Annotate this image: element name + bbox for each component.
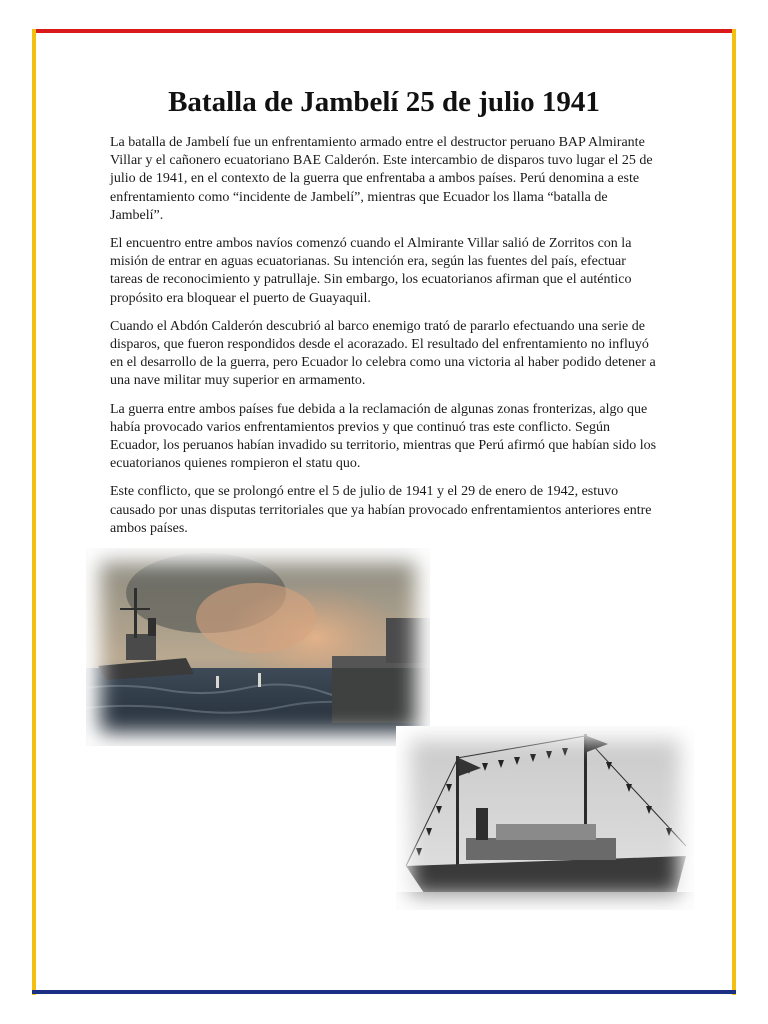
paragraph-3: Cuando el Abdón Calderón descubrió al barco enemigo trató de pararlo efectuando una serie de disparos, que fueron respondidos desde el acorazado. El resultado del enfrentamiento no influyó en el desarrollo de la guerra, pero Ecuador lo celebra como una victoria al haber podido detener a una nave militar muy superior en armamento. [110,318,656,389]
border-left-yellow [32,29,36,995]
paragraph-4: La guerra entre ambos países fue debida a la reclamación de algunas zonas fronterizas, algo que había provocado varios enfrentamientos previos y que continuó tras este conflicto. Según Ecuador, los peruanos habían invadido su territorio, mientras que Perú afirmó que habían sido los ecuatorianos quienes rompieron el statu quo. [110,401,657,472]
battle-painting [86,548,430,746]
article-body [110,134,658,548]
paragraph-1: La batalla de Jambelí fue un enfrentamiento armado entre el destructor peruano BAP Almirante Villar y el cañonero ecuatoriano BAE Calderón. Este intercambio de disparos tuvo lugar el 25 de julio de 1941, en el contexto de la guerra que enfrentaba a ambos países. Perú denomina a este enfrentamiento como “incidente de Jambelí”, mientras que Ecuador los llama “batalla de Jambelí”. [110,135,653,223]
page-title: Batalla de Jambelí 25 de julio 1941 [168,86,600,118]
ship-photo [396,726,694,910]
paragraph-5: Este conflicto, que se prolongó entre el 5 de julio de 1941 y el 29 de enero de 1942, estuvo causado por unas disputas territoriales que ya habían provocado enfrentamientos anteriores entre ambos países. [110,484,652,536]
border-right-yellow [732,29,736,995]
border-top-red [32,29,736,33]
paragraph-2: El encuentro entre ambos navíos comenzó cuando el Almirante Villar salió de Zorritos con la misión de entrar en aguas ecuatorianas. Su intención era, según las fuentes del país, efectuar tareas de reconocimiento y patrullaje. Sin embargo, los ecuatorianos afirman que el auténtico propósito era bloquear el puerto de Guayaquil. [110,236,632,306]
border-bottom-blue [32,990,736,994]
